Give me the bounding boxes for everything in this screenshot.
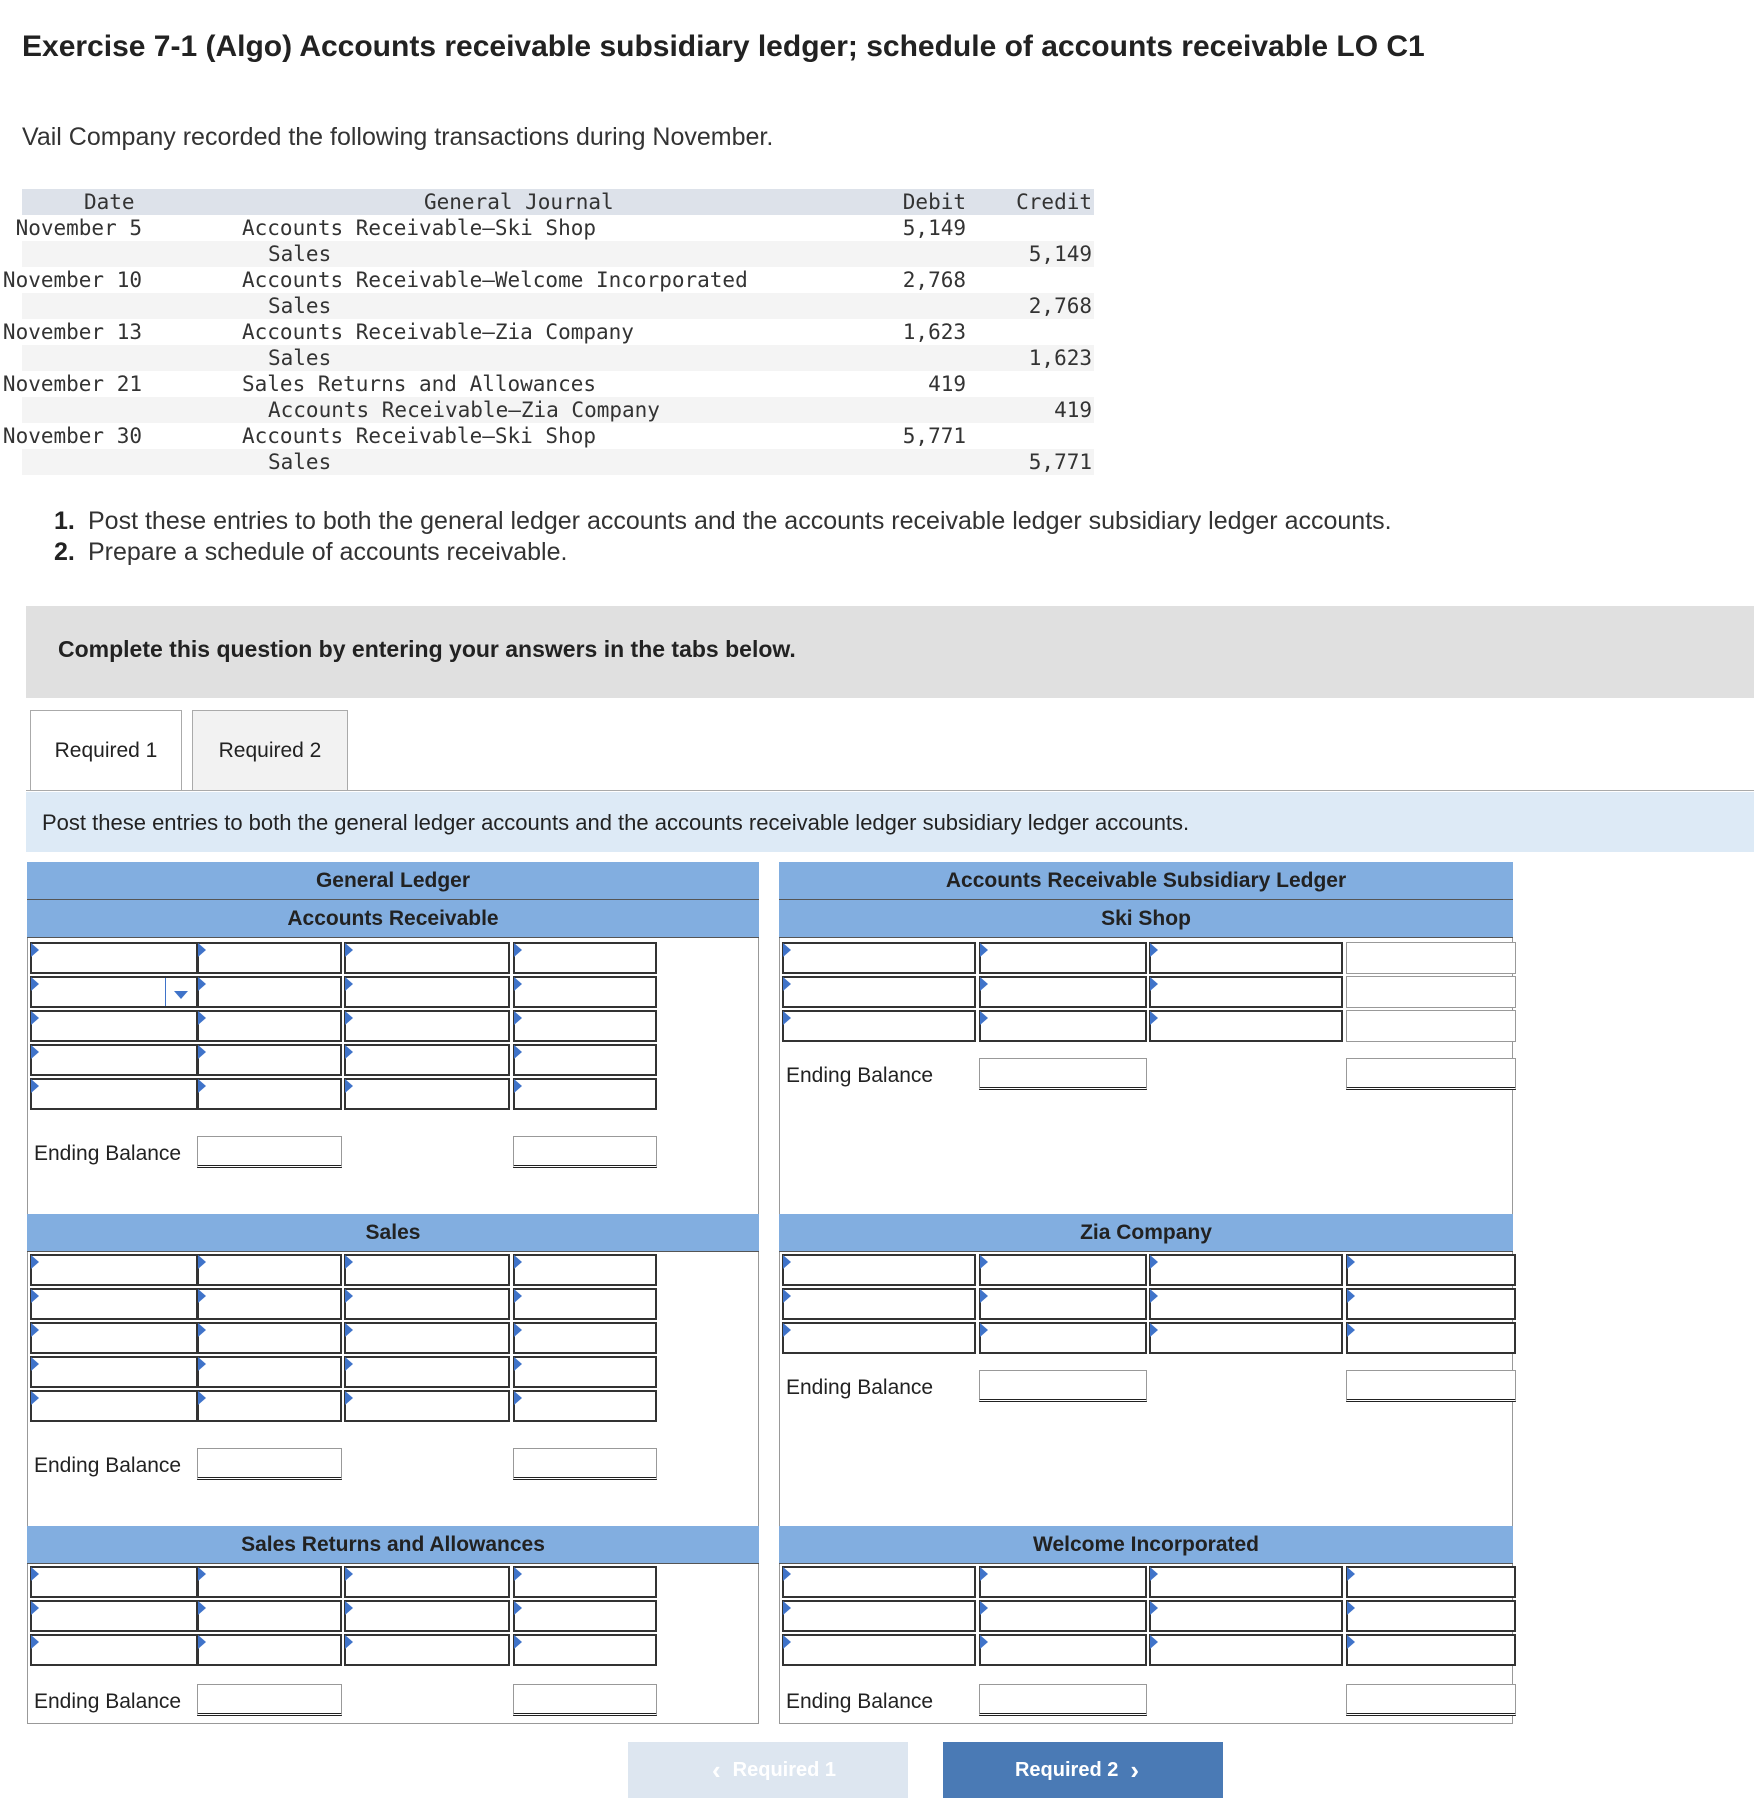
gl-ar-entry-cell[interactable] [344,942,510,974]
gl-ar-entry-cell[interactable] [344,1078,510,1110]
gl-sales-title: Sales [27,1214,759,1252]
tabs-banner: Complete this question by entering your answers in the tabs below. [26,606,1754,698]
gl-sales-entry-cell[interactable] [30,1390,198,1422]
gl-sales-entry-cell[interactable] [513,1322,657,1354]
sl-welcome-entry-cell[interactable] [782,1600,976,1632]
gl-ar-entry-cell[interactable] [197,942,342,974]
gl-accounts-receivable-title: Accounts Receivable [27,900,759,938]
gl-sra-entry-cell[interactable] [197,1566,342,1598]
sl-welcome-title: Welcome Incorporated [779,1526,1513,1564]
sl-ski-shop-entry-cell[interactable] [782,976,976,1008]
sl-zia-entry-cell[interactable] [1346,1322,1516,1354]
gl-sales-entry-cell[interactable] [197,1322,342,1354]
gl-sales-entry-cell[interactable] [513,1288,657,1320]
gl-ar-entry-cell[interactable] [513,1010,657,1042]
gl-sra-entry-cell[interactable] [30,1634,198,1666]
journal-account: Accounts Receivable—Zia Company [268,398,660,422]
journal-header-debit: Debit [902,190,966,214]
gl-sales-entry-cell[interactable] [344,1288,510,1320]
sl-welcome-entry-cell[interactable] [1149,1634,1343,1666]
gl-ar-entry-cell[interactable] [344,1044,510,1076]
journal-row [22,345,1094,371]
sl-ski-shop-entry-cell[interactable] [1346,976,1516,1008]
gl-sales-entry-cell[interactable] [513,1254,657,1286]
journal-date: November 10 [2,268,142,292]
journal-credit: 419 [1054,398,1092,422]
journal-row [22,241,1094,267]
journal-debit: 5,771 [902,424,966,448]
gl-ar-entry-cell[interactable] [197,1010,342,1042]
journal-row [22,293,1094,319]
journal-header-date: Date [84,190,135,214]
sl-welcome-entry-cell[interactable] [782,1566,976,1598]
sl-ski-shop-ending-balance-credit[interactable] [1346,1058,1516,1090]
gl-sales-ending-balance-credit[interactable] [513,1448,657,1480]
journal-date: November 13 [2,320,142,344]
gl-ar-entry-cell[interactable] [30,976,198,1008]
gl-sales-entry-cell[interactable] [197,1390,342,1422]
journal-date: November 21 [2,372,142,396]
ending-balance-label: Ending Balance [34,1690,182,1713]
journal-credit: 1,623 [1028,346,1092,370]
gl-sales-entry-cell[interactable] [344,1390,510,1422]
sl-zia-entry-cell[interactable] [1346,1254,1516,1286]
sl-zia-entry-cell[interactable] [782,1254,976,1286]
gl-ar-ending-balance-debit[interactable] [197,1136,342,1168]
journal-row [2,423,1094,449]
sl-zia-entry-cell[interactable] [1149,1322,1343,1354]
gl-sra-entry-cell[interactable] [513,1634,657,1666]
instruction-item: 2. Prepare a schedule of accounts receivable. [54,538,568,566]
gl-sra-entry-cell[interactable] [30,1600,198,1632]
gl-ar-entry-cell[interactable] [344,1010,510,1042]
gl-sales-entry-cell[interactable] [197,1356,342,1388]
gl-sales-entry-cell[interactable] [30,1356,198,1388]
gl-sales-entry-cell[interactable] [344,1254,510,1286]
instructions [54,506,1392,568]
sl-zia-entry-cell[interactable] [979,1288,1147,1320]
journal-debit: 1,623 [902,320,966,344]
journal-credit: 2,768 [1028,294,1092,318]
sl-zia-entry-cell[interactable] [782,1288,976,1320]
sl-zia-ending-balance-credit[interactable] [1346,1370,1516,1402]
sl-welcome-entry-cell[interactable] [1149,1600,1343,1632]
sl-zia-ending-balance-debit[interactable] [979,1370,1147,1402]
gl-ar-ending-balance-credit[interactable] [513,1136,657,1168]
journal-row [2,267,1094,293]
sl-zia-entry-cell[interactable] [979,1254,1147,1286]
journal-row [22,397,1094,423]
gl-sra-entry-cell[interactable] [513,1566,657,1598]
sl-ski-shop-entry-cell[interactable] [979,1010,1147,1042]
gl-sales-entry-cell[interactable] [344,1356,510,1388]
tab-required-2[interactable]: Required 2 [192,710,348,790]
sl-ski-shop-entry-cell[interactable] [782,1010,976,1042]
sl-zia-entry-cell[interactable] [1149,1288,1343,1320]
journal-debit: 2,768 [902,268,966,292]
gl-sales-entry-cell[interactable] [30,1288,198,1320]
sl-zia-company-title: Zia Company [779,1214,1513,1252]
gl-sra-entry-cell[interactable] [344,1566,510,1598]
ending-balance-label: Ending Balance [786,1376,934,1399]
journal-header-row [22,189,1094,215]
sl-ski-shop-entry-cell[interactable] [1346,942,1516,974]
journal-account: Sales [268,450,332,474]
journal-credit: 5,771 [1028,450,1092,474]
journal-row [2,371,1094,397]
journal-account: Sales [268,346,332,370]
intro-text: Vail Company recorded the following transactions during November. [22,123,774,151]
subsidiary-ledger-title: Accounts Receivable Subsidiary Ledger [779,862,1513,900]
gl-sra-entry-cell[interactable] [197,1634,342,1666]
general-ledger-title: General Ledger [27,862,759,900]
post-instruction-bar [26,792,1754,852]
journal-account: Accounts Receivable—Ski Shop [242,424,597,448]
gl-sales-entry-cell[interactable] [30,1322,198,1354]
gl-ar-entry-cell[interactable] [197,1078,342,1110]
journal-date: November 5 [15,216,142,240]
gl-ar-entry-cell[interactable] [513,1044,657,1076]
journal-debit: 419 [928,372,966,396]
sl-welcome-entry-cell[interactable] [979,1634,1147,1666]
sl-ski-shop-ending-balance-debit[interactable] [979,1058,1147,1090]
ending-balance-label: Ending Balance [786,1064,934,1087]
page-title: Exercise 7-1 (Algo) Accounts receivable subsidiary ledger; schedule of accounts receivable LO C1 [22,30,1425,63]
sl-ski-shop-entry-cell[interactable] [1149,1010,1343,1042]
gl-ar-entry-cell[interactable] [513,1078,657,1110]
gl-sra-entry-cell[interactable] [197,1600,342,1632]
journal-account: Sales [268,242,332,266]
gl-sales-entry-cell[interactable] [344,1322,510,1354]
journal-date: November 30 [2,424,142,448]
journal-credit: 5,149 [1028,242,1092,266]
gl-sra-entry-cell[interactable] [344,1600,510,1632]
journal-row [22,449,1094,475]
gl-sra-entry-cell[interactable] [513,1600,657,1632]
sl-welcome-entry-cell[interactable] [1346,1634,1516,1666]
journal-header-credit: Credit [1016,190,1092,214]
sl-ski-shop-entry-cell[interactable] [1149,976,1343,1008]
gl-sales-returns-title: Sales Returns and Allowances [27,1526,759,1564]
sl-ski-shop-entry-cell[interactable] [1346,1010,1516,1042]
journal-row [15,215,1094,241]
sl-welcome-ending-balance-debit[interactable] [979,1684,1147,1716]
gl-sales-entry-cell[interactable] [30,1254,198,1286]
gl-ar-entry-cell[interactable] [30,1010,198,1042]
journal-header-account: General Journal [424,190,614,214]
sl-ski-shop-entry-cell[interactable] [1149,942,1343,974]
gl-ar-entry-cell[interactable] [344,976,510,1008]
journal-account: Sales Returns and Allowances [242,372,597,396]
general-journal-table [2,189,1094,475]
sl-welcome-entry-cell[interactable] [1346,1600,1516,1632]
gl-sra-ending-balance-credit[interactable] [513,1684,657,1716]
gl-sra-entry-cell[interactable] [30,1566,198,1598]
chevron-right-icon: › [1130,1754,1140,1785]
journal-debit: 5,149 [902,216,966,240]
sl-zia-entry-cell[interactable] [1149,1254,1343,1286]
gl-sales-entry-cell[interactable] [197,1254,342,1286]
dropdown-arrow-icon[interactable] [165,978,196,1006]
ending-balance-label: Ending Balance [34,1142,182,1165]
sl-ski-shop-entry-cell[interactable] [979,976,1147,1008]
instruction-item: 1. Post these entries to both the general ledger accounts and the accounts receivable ledger subsidiary ledger accounts. [54,507,1392,535]
post-instruction: Post these entries to both the general ledger accounts and the accounts receivable ledger subsidiary ledger accounts. [42,810,1190,835]
sl-welcome-entry-cell[interactable] [1346,1566,1516,1598]
gl-ar-entry-cell[interactable] [30,942,198,974]
sl-ski-shop-entry-cell[interactable] [782,942,976,974]
gl-ar-entry-cell[interactable] [513,976,657,1008]
journal-row [2,319,1094,345]
sl-welcome-ending-balance-credit[interactable] [1346,1684,1516,1716]
chevron-left-icon: ‹ [711,1754,721,1785]
gl-ar-entry-cell[interactable] [197,1044,342,1076]
gl-sales-entry-cell[interactable] [197,1288,342,1320]
sl-welcome-entry-cell[interactable] [1149,1566,1343,1598]
tab-required-1[interactable]: Required 1 [30,710,182,791]
gl-sales-entry-cell[interactable] [513,1356,657,1388]
ending-balance-label: Ending Balance [34,1454,182,1477]
next-required-2-button[interactable]: Required 2 › [943,1742,1223,1798]
sl-welcome-entry-cell[interactable] [979,1566,1147,1598]
sl-welcome-entry-cell[interactable] [782,1634,976,1666]
gl-sra-entry-cell[interactable] [344,1634,510,1666]
gl-sales-entry-cell[interactable] [513,1390,657,1422]
gl-ar-entry-cell[interactable] [197,976,342,1008]
gl-sra-ending-balance-debit[interactable] [197,1684,342,1716]
sl-zia-entry-cell[interactable] [782,1322,976,1354]
journal-account: Accounts Receivable—Zia Company [242,320,634,344]
journal-account: Accounts Receivable—Welcome Incorporated [242,268,748,292]
journal-account: Sales [268,294,332,318]
sl-zia-entry-cell[interactable] [979,1322,1147,1354]
sl-ski-shop-entry-cell[interactable] [979,942,1147,974]
journal-account: Accounts Receivable—Ski Shop [242,216,597,240]
sl-zia-entry-cell[interactable] [1346,1288,1516,1320]
sl-welcome-entry-cell[interactable] [979,1600,1147,1632]
gl-sales-ending-balance-debit[interactable] [197,1448,342,1480]
gl-ar-entry-cell[interactable] [513,942,657,974]
gl-ar-entry-cell[interactable] [30,1078,198,1110]
ending-balance-label: Ending Balance [786,1690,934,1713]
gl-ar-entry-cell[interactable] [30,1044,198,1076]
prev-required-1-button[interactable]: ‹ Required 1 [628,1742,908,1798]
sl-ski-shop-title: Ski Shop [779,900,1513,938]
